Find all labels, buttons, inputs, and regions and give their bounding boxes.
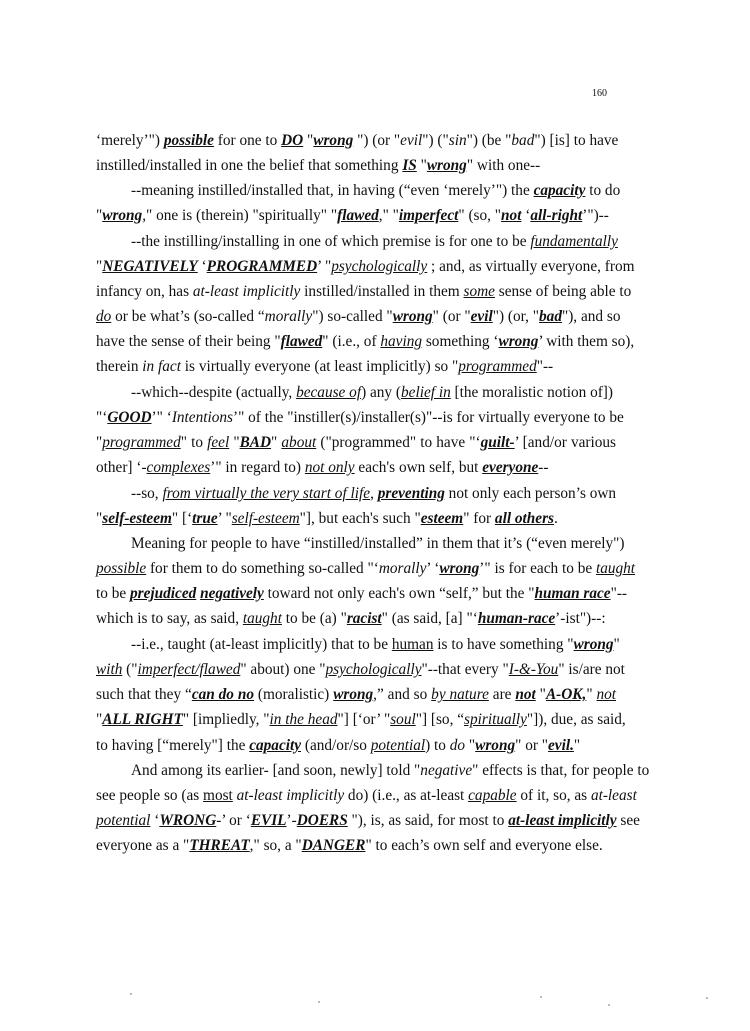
text-line: --so, from virtually the very start of life, preventing not only each person’s own <box>131 485 617 502</box>
text-line: Meaning for people to have “instilled/installed” in them that it’s (“even merely") <box>131 535 625 552</box>
text-line: other] ‘-complexes’" in regard to) not only each's own self, but everyone-- <box>96 459 549 476</box>
scan-speck <box>318 1001 320 1003</box>
text-line: potential ‘WRONG-’ or ‘EVIL’-DOERS "), is, as said, for most to at-least implicitly see <box>96 812 640 829</box>
text-line: possible for them to do something so-called "‘morally’ ‘wrong’" is for each to be taught <box>96 560 636 577</box>
text-line: everyone as a "THREAT," so, a "DANGER" to each’s own self and everyone else. <box>96 837 603 854</box>
text-line: do or be what’s (so-called “morally") so-called "wrong" (or "evil") (or, "bad"), and so <box>96 308 621 325</box>
scan-speck <box>540 996 542 998</box>
text-line: --the instilling/installing in one of which premise is for one to be fundamentally <box>131 233 618 250</box>
text-line: instilled/installed in one the belief that something IS "wrong" with one-- <box>96 157 541 174</box>
text-line: therein in fact is virtually everyone (at least implicitly) so "programmed"-- <box>96 358 554 375</box>
text-line: such that they “can do no (moralistic) wrong,” and so by nature are not "A-OK," not <box>96 686 617 703</box>
text-line: ‘merely’") possible for one to DO "wrong ") (or "evil") ("sin") (be "bad") [is] to have <box>96 132 619 149</box>
text-line: "‘GOOD’" ‘Intentions’" of the "instiller(s)/installer(s)"--is for virtually everyone to be <box>96 409 624 426</box>
text-line: --meaning instilled/installed that, in having (“even ‘merely’") the capacity to do <box>131 182 621 199</box>
text-line: infancy on, has at-least implicitly instilled/installed in them some sense of being able to <box>96 283 632 300</box>
text-line: --i.e., taught (at-least implicitly) that to be human is to have something "wrong" <box>131 636 620 653</box>
text-line: "self-esteem" [‘true’ "self-esteem"], but each's such "esteem" for all others. <box>96 510 558 527</box>
text-line: which is to say, as said, taught to be (a) "racist" (as said, [a] "‘human-race’-ist")--: <box>96 610 606 627</box>
page-number: 160 <box>592 88 607 99</box>
text-line: have the sense of their being "flawed" (i.e., of having something ‘wrong’ with them so), <box>96 333 635 350</box>
text-line: to having [“merely"] the capacity (and/or/so potential) to do "wrong" or "evil." <box>96 737 581 754</box>
text-line: "wrong," one is (therein) "spiritually" "flawed," "imperfect" (so, "not ‘all-right’")-- <box>96 207 609 224</box>
scan-speck <box>706 997 708 999</box>
text-line: "NEGATIVELY ‘PROGRAMMED’ "psychologically ; and, as virtually everyone, from <box>96 258 635 275</box>
text-line: --which--despite (actually, because of) any (belief in [the moralistic notion of]) <box>131 384 613 401</box>
text-line: with ("imperfect/flawed" about) one "psychologically"--that every "I-&-You" is/are not <box>96 661 625 678</box>
text-line: And among its earlier- [and soon, newly] told "negative" effects is that, for people to <box>131 762 650 779</box>
scan-speck <box>608 1004 610 1006</box>
text-line: to be prejudiced negatively toward not only each's own “self,” but the "human race"-- <box>96 585 628 602</box>
text-line: "ALL RIGHT" [impliedly, "in the head"] [‘or’ "soul"] [so, “spiritually"]), due, as said, <box>96 711 626 728</box>
text-line: "programmed" to feel "BAD" about ("programmed" to have "‘guilt-’ [and/or various <box>96 434 616 451</box>
text-line: see people so (as most at-least implicitly do) (i.e., as at-least capable of it, so, as at-least <box>96 787 637 804</box>
scan-speck <box>130 993 132 995</box>
